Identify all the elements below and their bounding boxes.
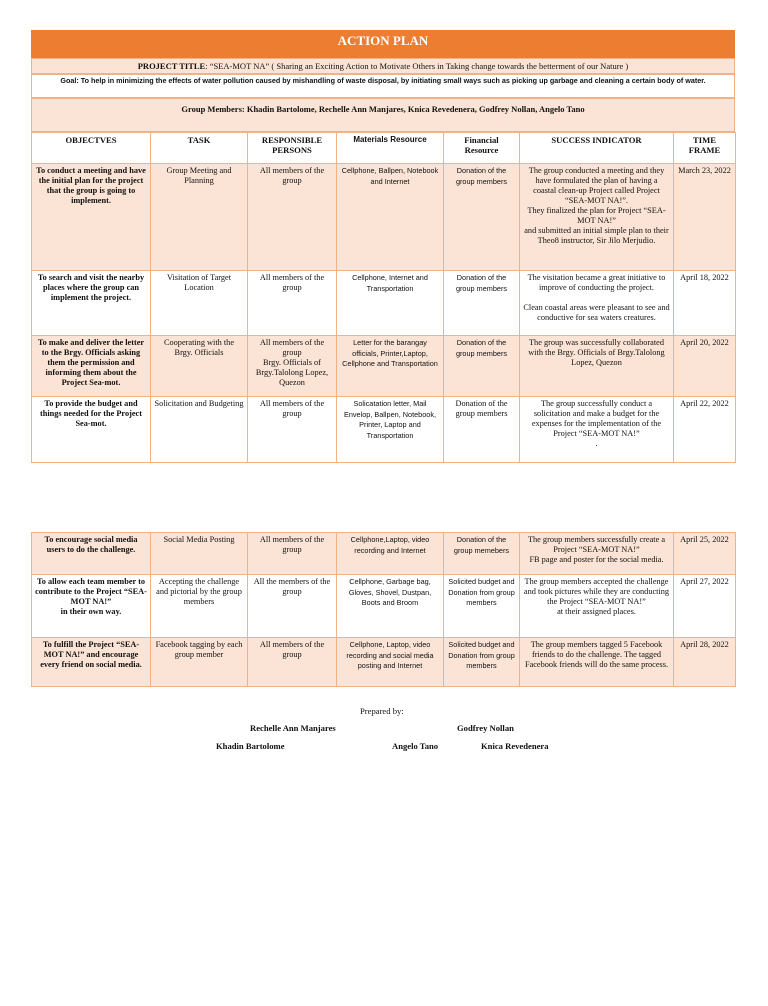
financial-cell: Solicited budget and Donation from group members xyxy=(444,575,520,638)
time-cell: April 20, 2022 xyxy=(674,336,736,397)
project-title-label: PROJECT TITLE xyxy=(137,61,206,71)
indicator-cell: The group conducted a meeting and they have formulated the plan of having a coastal clean-up Project called Project “SEA-MOT NA!”. They finalized the plan for Project “SEA-MOT NA!” and submitted an initial simple plan to their Theo8 instructor, Sir Jilo Merjudio. xyxy=(520,164,674,271)
column-header-materials: Materials Resource xyxy=(337,133,444,164)
prepared-by-label: Prepared by: xyxy=(360,706,404,716)
objective-cell: To fulfill the Project “SEA-MOT NA!” and encourage every friend on social media. xyxy=(32,638,151,687)
materials-cell: Cellphone,Laptop, video recording and Internet xyxy=(337,533,444,575)
indicator-cell: The group successfully conduct a solicitation and make a budget for the expenses for the implementation of the Project “SEA-MOT NA!” . xyxy=(520,397,674,463)
table-row xyxy=(32,271,736,336)
financial-cell: Solicited budget and Donation from group members xyxy=(444,638,520,687)
indicator-cell: The group was successfully collaborated with the Brgy. Officials of Brgy.Talolong Lopez, Quezon xyxy=(520,336,674,397)
task-cell: Cooperating with the Brgy. Officials xyxy=(151,336,248,397)
objective-cell: To allow each team member to contribute to the Project “SEA-MOT NA!” in their own way. xyxy=(32,575,151,638)
materials-cell: Letter for the barangay officials, Printer,Laptop, Cellphone and Transportation xyxy=(337,336,444,397)
task-cell: Facebook tagging by each group member xyxy=(151,638,248,687)
column-header-objectives: OBJECTVES xyxy=(32,133,151,164)
task-cell: Group Meeting and Planning xyxy=(151,164,248,271)
task-cell: Solicitation and Budgeting xyxy=(151,397,248,463)
column-header-task: TASK xyxy=(151,133,248,164)
goal-statement: Goal: To help in minimizing the effects of water pollution caused by mishandling of waste disposal, by initiating small ways such as picking up garbage and cleaning a certain body of water. xyxy=(31,74,735,98)
financial-cell: Donation of the group members xyxy=(444,397,520,463)
indicator-cell: The group members successfully create a Project “SEA-MOT NA!” FB page and poster for the social media. xyxy=(520,533,674,575)
financial-cell: Donation of the group members xyxy=(444,271,520,336)
document-title: ACTION PLAN xyxy=(31,30,735,58)
responsible-cell: All members of the group xyxy=(248,164,337,271)
objective-cell: To search and visit the nearby places where the group can implement the project. xyxy=(32,271,151,336)
materials-cell: Cellphone, Internet and Transportation xyxy=(337,271,444,336)
responsible-cell: All members of the group xyxy=(248,638,337,687)
responsible-cell: All members of the group Brgy. Officials of Brgy.Talolong Lopez, Quezon xyxy=(248,336,337,397)
signature-name: Rechelle Ann Manjares xyxy=(250,723,336,733)
action-plan-table-page2 xyxy=(31,532,736,687)
group-members: Group Members: Khadin Bartolome, Rechelle Ann Manjares, Knica Revedenera, Godfrey Nollan, Angelo Tano xyxy=(31,98,735,132)
table-row xyxy=(32,533,736,575)
table-row xyxy=(32,638,736,687)
signature-name: Knica Revedenera xyxy=(481,741,549,751)
task-cell: Accepting the challenge and pictorial by the group members xyxy=(151,575,248,638)
action-plan-table-page1 xyxy=(31,132,736,463)
responsible-cell: All members of the group xyxy=(248,397,337,463)
objective-cell: To conduct a meeting and have the initial plan for the project that the group is going to implement. xyxy=(32,164,151,271)
indicator-cell: The group members tagged 5 Facebook friends to do the challenge. The tagged Facebook friends will do the same process. xyxy=(520,638,674,687)
time-cell: April 22, 2022 xyxy=(674,397,736,463)
responsible-cell: All members of the group xyxy=(248,271,337,336)
signature-name: Khadin Bartolome xyxy=(216,741,285,751)
time-cell: April 28, 2022 xyxy=(674,638,736,687)
project-title-value: : “SEA-MOT NA” ( Sharing an Exciting Action to Motivate Others in Taking change towards the betterment of our Nature ) xyxy=(205,61,629,71)
project-title-row xyxy=(31,58,735,74)
table-row xyxy=(32,397,736,463)
column-header-time: TIME FRAME xyxy=(674,133,736,164)
task-cell: Visitation of Target Location xyxy=(151,271,248,336)
column-header-indicator: SUCCESS INDICATOR xyxy=(520,133,674,164)
indicator-cell: The group members accepted the challenge and took pictures while they are conducting the Project “SEA-MOT NA!” at their assigned places. xyxy=(520,575,674,638)
task-cell: Social Media Posting xyxy=(151,533,248,575)
signature-name: Angelo Tano xyxy=(392,741,439,751)
time-cell: April 27, 2022 xyxy=(674,575,736,638)
materials-cell: Cellphone, Laptop, video recording and social media posting and Internet xyxy=(337,638,444,687)
table-row xyxy=(32,164,736,271)
indicator-cell: The visitation became a great initiative to improve of conducting the project. Clean coastal areas were pleasant to see and conductive for sea waters creatures. xyxy=(520,271,674,336)
objective-cell: To provide the budget and things needed for the Project Sea-mot. xyxy=(32,397,151,463)
time-cell: March 23, 2022 xyxy=(674,164,736,271)
time-cell: April 18, 2022 xyxy=(674,271,736,336)
objective-cell: To encourage social media users to do the challenge. xyxy=(32,533,151,575)
responsible-cell: All members of the group xyxy=(248,533,337,575)
materials-cell: Cellphone, Garbage bag, Gloves, Shovel, Dustpan, Boots and Broom xyxy=(337,575,444,638)
objective-cell: To make and deliver the letter to the Brgy. Officials asking them the permission and informing them about the Project Sea-mot. xyxy=(32,336,151,397)
financial-cell: Donation of the group memebers xyxy=(444,533,520,575)
column-header-responsible: RESPONSIBLE PERSONS xyxy=(248,133,337,164)
materials-cell: Solicatation letter, Mail Envelop, Ballpen, Notebook, Printer, Laptop and Transportation xyxy=(337,397,444,463)
column-header-financial: Financial Resource xyxy=(444,133,520,164)
signature-name: Godfrey Nollan xyxy=(457,723,514,733)
table-row xyxy=(32,336,736,397)
time-cell: April 25, 2022 xyxy=(674,533,736,575)
table-row xyxy=(32,575,736,638)
financial-cell: Donation of the group members xyxy=(444,336,520,397)
materials-cell: Cellphone, Ballpen, Notebook and Internet xyxy=(337,164,444,271)
table-header-row xyxy=(32,133,736,164)
financial-cell: Donation of the group members xyxy=(444,164,520,271)
responsible-cell: All the members of the group xyxy=(248,575,337,638)
